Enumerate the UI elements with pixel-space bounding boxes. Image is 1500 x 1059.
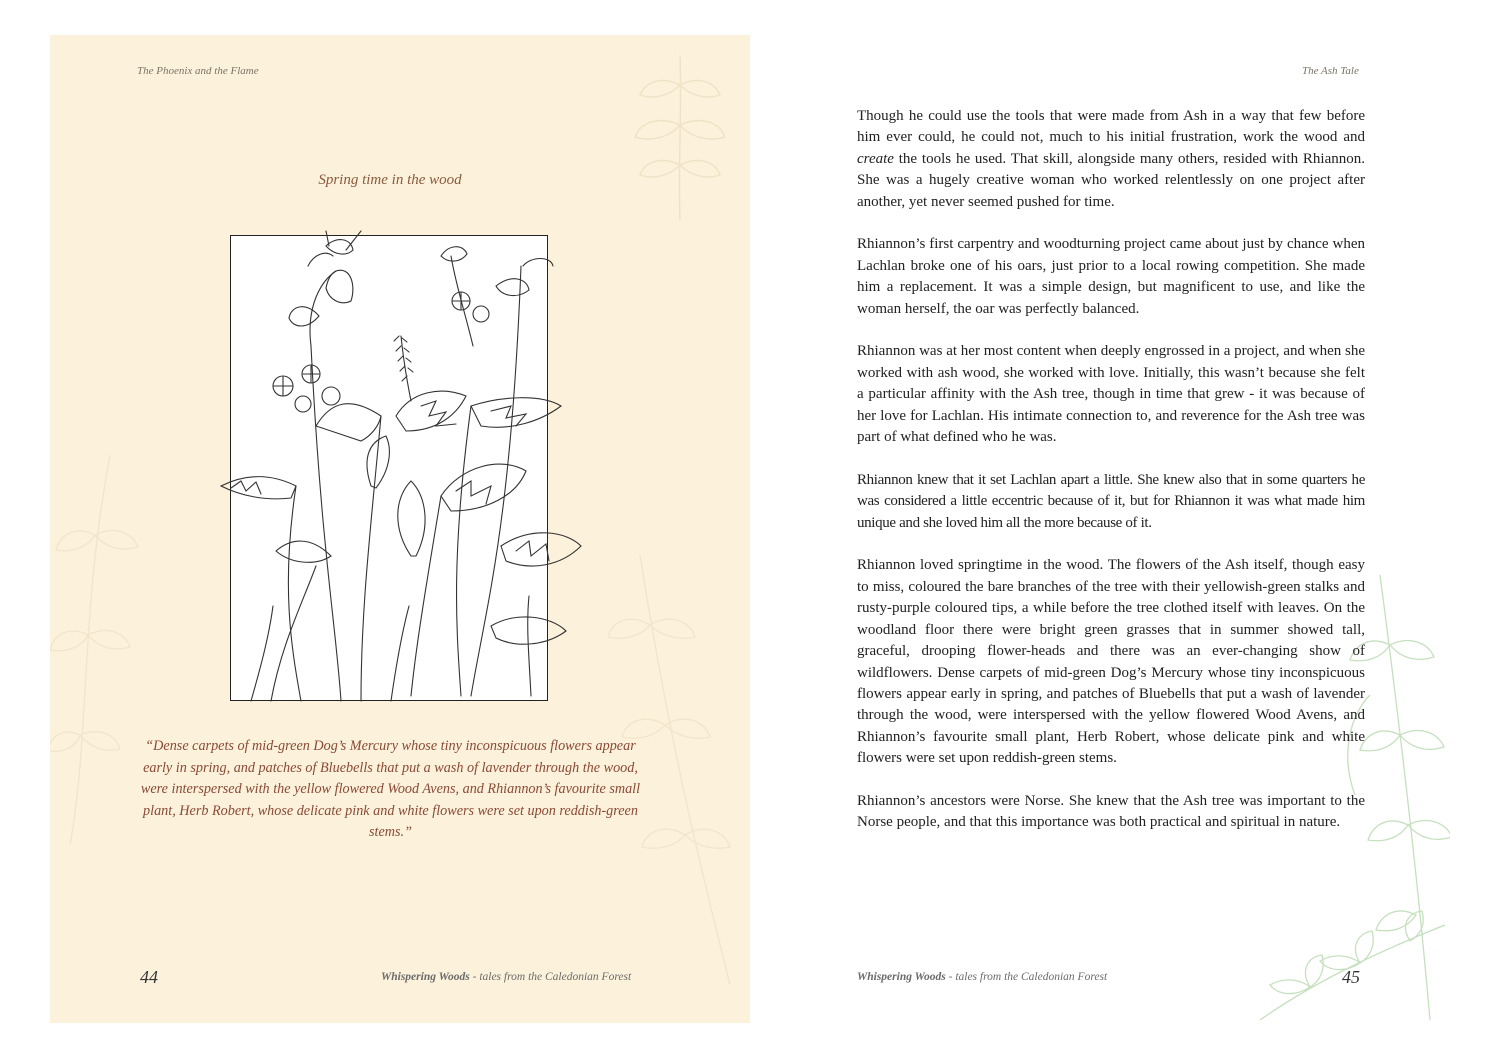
left-page (50, 35, 750, 1023)
running-head-right: The Ash Tale (1302, 65, 1359, 77)
footer-left (381, 971, 631, 983)
page-number-right: 45 (1342, 967, 1360, 987)
wildflower-sketch-icon (211, 226, 591, 706)
pull-quote: “Dense carpets of mid-green Dog’s Mercury whose tiny inconspicuous flowers appear early in spring, and patches of Bluebells that put a wash of lavender through the wood, were interspersed with the yellow flowered Wood Avens, and Rhiannon’s favourite small plant, Herb Robert, whose delicate pink and white flowers were set upon reddish-green stems.” (140, 738, 641, 840)
ash-leaf-icon (610, 45, 750, 225)
right-page (790, 35, 1450, 1023)
paragraph: Though he could use the tools that were made from Ash in a way that few before him ever could, he could not, much to his initial frustration, work the wood and create the tools he used. That skill, alongside many others, resided with Rhiannon. She was a hugely creative woman who worked relentlessly on one project after another, yet never seemed pushed for time. (857, 108, 1365, 210)
botanical-illustration (230, 235, 548, 701)
page-number-left: 44 (140, 967, 158, 987)
paragraph: Rhiannon loved springtime in the wood. The flowers of the Ash itself, though easy to miss, coloured the bare branches of the tree with their yellowish-green stalks and rusty-purple coloured tips, a while before the tree clothed itself with leaves. On the woodland floor there were bright green grasses that in summer showed tall, graceful, drooping flower-heads and there was an ever-changing show of wildflowers. Dense carpets of mid-green Dog’s Mercury whose tiny inconspicuous flowers appear early in spring, and patches of Bluebells that put a wash of lavender through the wood, were interspersed with the yellow flowered Wood Avens, and Rhiannon’s favourite small plant, Herb Robert, whose delicate pink and white flowers were set upon reddish-green stems. (857, 557, 1365, 767)
ash-leaf-icon (1250, 905, 1450, 1023)
footer-title: Whispering Woods (381, 971, 470, 983)
illustration-caption: Spring time in the wood (318, 172, 462, 188)
footer-subtitle: - tales from the Caledonian Forest (945, 971, 1108, 983)
paragraph: Rhiannon’s ancestors were Norse. She knew that the Ash tree was important to the Norse people, and that this importance was both practical and spiritual in nature. (857, 792, 1365, 831)
paragraph: Rhiannon knew that it set Lachlan apart a little. She knew also that in some quarters he was considered a little eccentric because of it, but for Rhiannon it was what made him unique and she loved him all the more because of it. (857, 471, 1365, 531)
chapter-body (857, 106, 1365, 855)
footer-subtitle: - tales from the Caledonian Forest (469, 971, 632, 983)
paragraph: Rhiannon was at her most content when deeply engrossed in a project, and when she worked with ash wood, she worked with love. Initially, this wasn’t because she felt a particular affinity with the Ash tree, though in time that grew - it was because of her love for Lachlan. His intimate connection to, and reverence for the Ash tree was part of what defined who he was. (857, 343, 1365, 446)
footer-title: Whispering Woods (857, 971, 946, 983)
footer-right (857, 971, 1107, 983)
paragraph: Rhiannon’s first carpentry and woodturning project came about just by chance when Lachlan broke one of his oars, just prior to a local rowing competition. She made him a replacement. It was a simple design, but magnificent to use, and like the woman herself, the oar was perfectly balanced. (857, 236, 1365, 317)
running-head-left: The Phoenix and the Flame (137, 65, 259, 77)
emphasis: create (857, 150, 894, 167)
